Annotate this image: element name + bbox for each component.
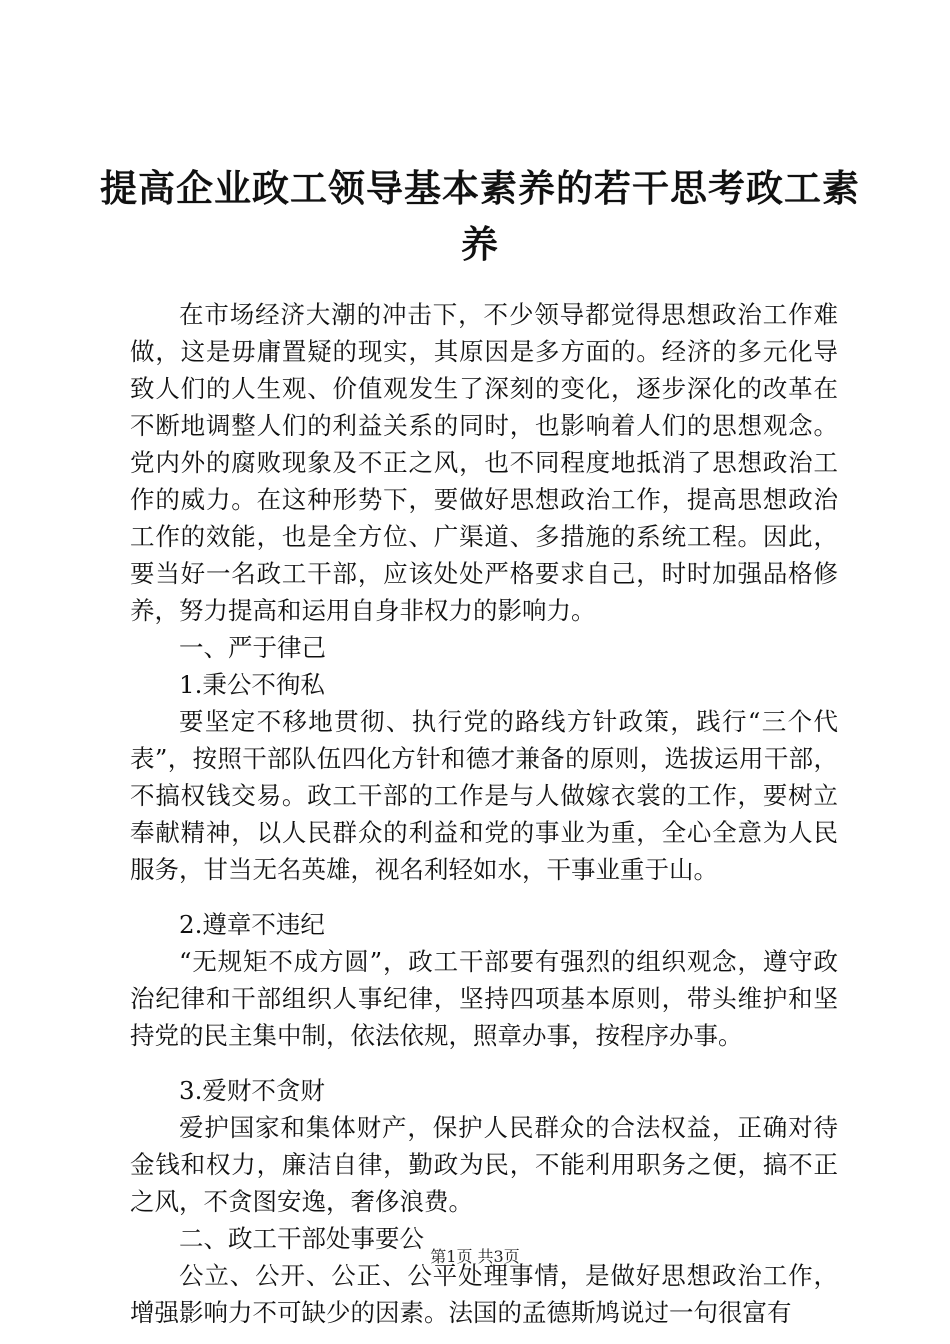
paragraph-intro: 在市场经济大潮的冲击下，不少领导都觉得思想政治工作难做，这是毋庸置疑的现实，其原因是多方面的。经济的多元化导致人们的人生观、价值观发生了深刻的变化，逐步深化的改革在不断地调整人们的利益关系的同时，也影响着人们的思想观念。党内外的腐败现象及不正之风，也不同程度地抵消了思想政治工作的威力。在这种形势下，要做好思想政治工作，提高思想政治工作的效能，也是全方位、广渠道、多措施的系统工程。因此，要当好一名政工干部，应该处处严格要求自己，时时加强品格修养，努力提高和运用自身非权力的影响力。	[130, 300, 838, 625]
section-heading-1: 一、严于律己	[179, 633, 326, 662]
section-heading-2: 二、政工干部处事要公	[179, 1224, 424, 1253]
document-body	[130, 296, 838, 1331]
paragraph-3: 爱护国家和集体财产，保护人民群众的合法权益，正确对待金钱和权力，廉洁自律，勤政为民，不能利用职务之便，搞不正之风，不贪图安逸，奢侈浪费。	[130, 1113, 838, 1216]
subheading-2: 2.遵章不违纪	[179, 910, 325, 939]
page-footer: 第1页 共3页	[430, 1247, 520, 1266]
paragraph-4: 公立、公开、公正、公平处理事情，是做好思想政治工作，增强影响力不可缺少的因素。法国的孟德斯鸠说过一句很富有	[130, 1261, 838, 1327]
subheading-1: 1.秉公不徇私	[179, 670, 325, 699]
paragraph-2: “无规矩不成方圆”，政工干部要有强烈的组织观念，遵守政治纪律和干部组织人事纪律，坚持四项基本原则，带头维护和坚持党的民主集中制，依法依规，照章办事，按程序办事。	[130, 947, 838, 1050]
subheading-3: 3.爱财不贪财	[179, 1076, 325, 1105]
paragraph-1: 要坚定不移地贯彻、执行党的路线方针政策，践行“三个代表”，按照干部队伍四化方针和德才兼备的原则，选拔运用干部，不搞权钱交易。政工干部的工作是与人做嫁衣裳的工作，要树立奉献精神，以人民群众的利益和党的事业为重，全心全意为人民服务，甘当无名英雄，视名利轻如水，干事业重于山。	[130, 707, 838, 884]
document-title: 提高企业政工领导基本素养的若干思考政工素养	[100, 166, 860, 266]
